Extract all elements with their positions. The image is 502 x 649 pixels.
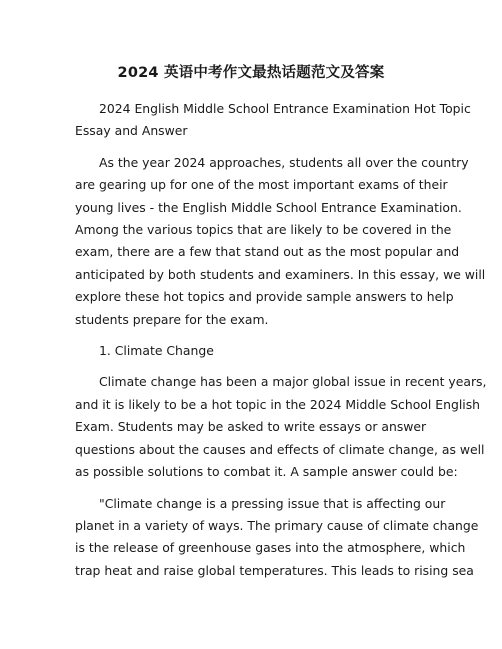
text-line: students prepare for the exam. (75, 311, 269, 327)
section-heading-climate-change (75, 340, 435, 362)
text-line: "Climate change is a pressing issue that is affecting our (99, 495, 446, 511)
text-line: Among the various topics that are likely to be covered in the (75, 222, 452, 238)
paragraph-subtitle (75, 98, 471, 143)
text-line: young lives - the English Middle School Entrance Examination. (75, 199, 462, 215)
text-line: trap heat and raise global temperatures. This leads to rising sea (75, 562, 474, 578)
text-line: anticipated by both students and examiners. In this essay, we will (75, 266, 486, 282)
text-line: As the year 2024 approaches, students all over the country (99, 154, 469, 170)
text-line: questions about the causes and effects of climate change, as well (75, 441, 485, 457)
text-line: is the release of greenhouse gases into the atmosphere, which (75, 540, 466, 556)
text-line: Essay and Answer (75, 123, 188, 139)
paragraph-climate-change (75, 371, 487, 483)
paragraph-intro (75, 152, 486, 331)
document-body (75, 98, 487, 591)
text-line: Climate change has been a major global issue in recent years, (99, 374, 487, 390)
text-line: as possible solutions to combat it. A sample answer could be: (75, 464, 458, 480)
document-title: 2024 英语中考作文最热话题范文及答案 (117, 65, 385, 81)
text-line: explore these hot topics and provide sample answers to help (75, 289, 454, 305)
text-line: planet in a variety of ways. The primary cause of climate change (75, 517, 479, 533)
text-line: Exam. Students may be asked to write essays or answer (75, 419, 427, 435)
text-line: are gearing up for one of the most important exams of their (75, 177, 448, 193)
text-line: 2024 English Middle School Entrance Examination Hot Topic (99, 101, 471, 116)
text-line: exam, there are a few that stand out as the most popular and (75, 244, 460, 260)
text-line: 1. Climate Change (99, 343, 214, 359)
paragraph-sample-answer (75, 493, 479, 583)
text-line: and it is likely to be a hot topic in the 2024 Middle School English (75, 396, 481, 412)
